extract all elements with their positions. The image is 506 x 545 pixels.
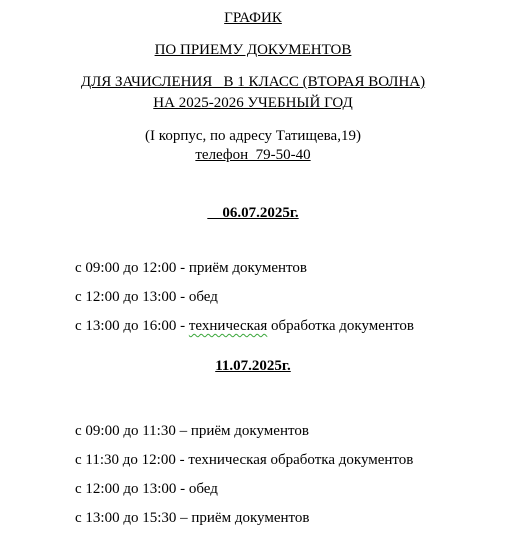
address-line: (I корпус, по адресу Татищева,19) <box>145 128 361 144</box>
schedule-time: с 11:30 до 12:00 - <box>75 452 189 468</box>
schedule-time: с 13:00 до 16:00 - <box>75 318 189 334</box>
title-line-2: ПО ПРИЕМУ ДОКУМЕНТОВ <box>154 42 352 58</box>
schedule-row <box>60 299 414 353</box>
schedule-time: с 09:00 до 12:00 - <box>75 260 189 276</box>
document-title: ГРАФИК <box>224 10 282 26</box>
schedule-activity: техническая обработка документов <box>188 452 414 468</box>
day-2-date: 11.07.2025г. <box>215 358 291 374</box>
schedule-time: с 12:00 до 13:00 - <box>75 481 189 497</box>
schedule-time: с 12:00 до 13:00 - <box>75 289 189 305</box>
schedule-time: с 13:00 до 15:30 – <box>75 510 192 526</box>
day-1-date: 06.07.2025г. <box>207 205 299 221</box>
schedule-time: с 09:00 до 11:30 – <box>75 423 191 439</box>
schedule-activity: приём документов <box>190 423 309 439</box>
spellcheck-word: техническая <box>188 318 268 334</box>
phone-line: телефон 79-50-40 <box>195 147 311 163</box>
schedule-activity: обед <box>188 481 218 497</box>
schedule-row <box>60 491 309 545</box>
schedule-activity: обед <box>188 289 218 305</box>
schedule-activity: обработка документов <box>267 318 414 334</box>
title-line-3: ДЛЯ ЗАЧИСЛЕНИЯ В 1 КЛАСС (ВТОРАЯ ВОЛНА) <box>80 74 426 90</box>
schedule-activity: приём документов <box>188 260 307 276</box>
title-line-4: НА 2025-2026 УЧЕБНЫЙ ГОД <box>153 95 353 111</box>
schedule-activity: приём документов <box>191 510 310 526</box>
